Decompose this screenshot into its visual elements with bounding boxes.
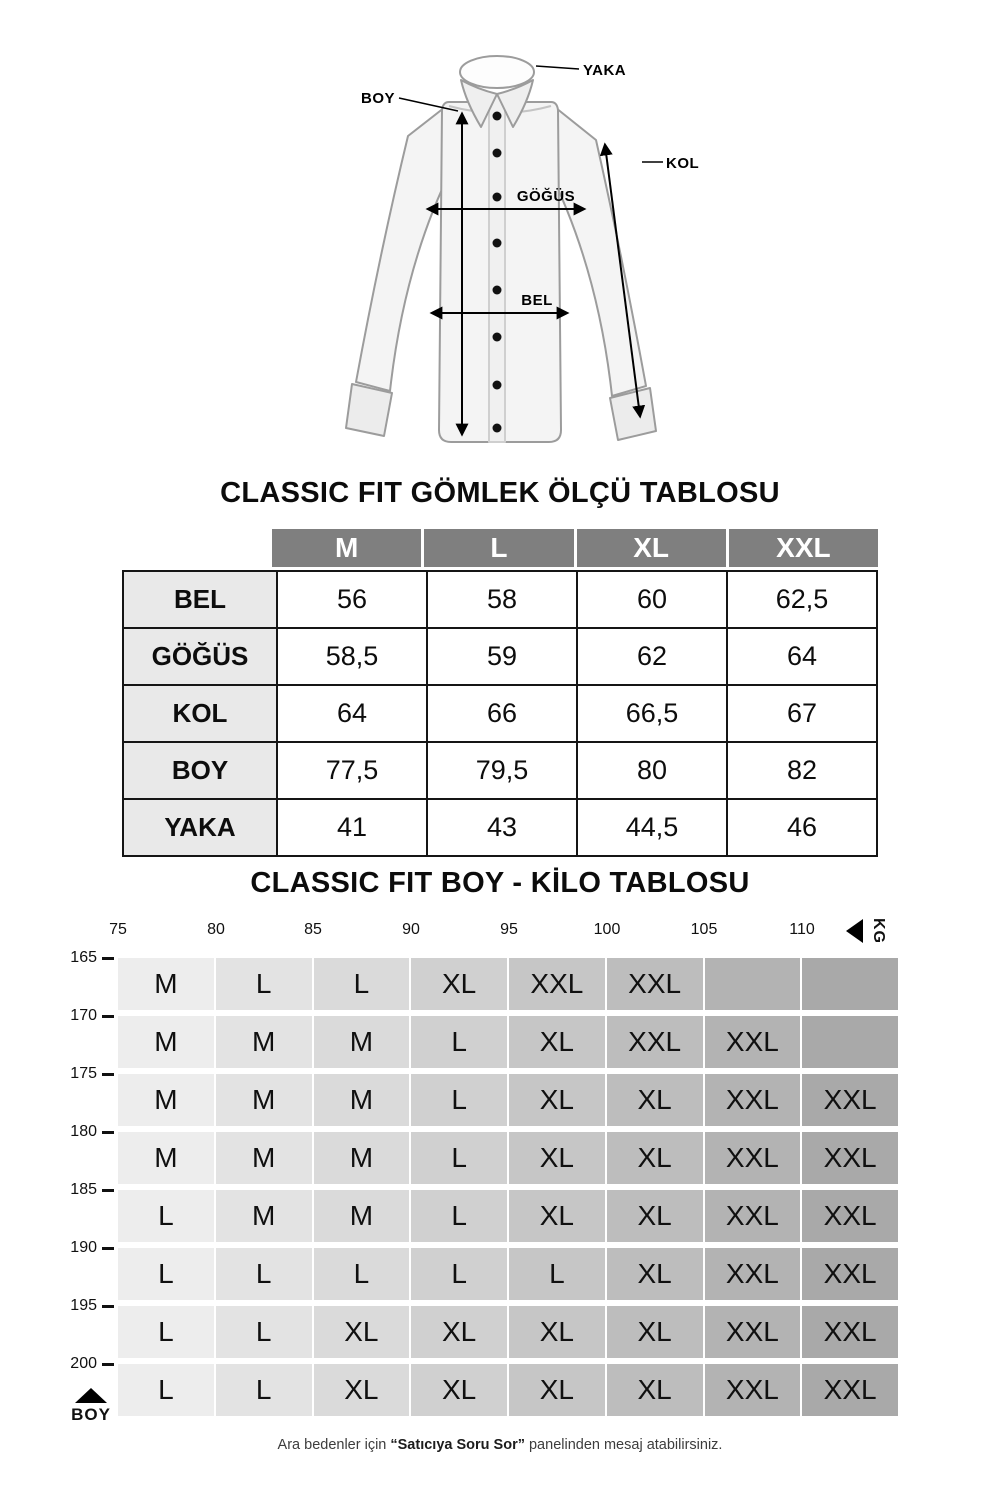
cell-value: 66,5 [577, 685, 727, 742]
boy-axis-legend [62, 1388, 120, 1425]
axis-tick [102, 1305, 114, 1308]
matrix-cell: XXL [705, 1074, 801, 1126]
axis-tick [102, 1015, 114, 1018]
matrix-cell: XXL [802, 1074, 898, 1126]
cell-value: 44,5 [577, 799, 727, 856]
footer-text-post: panelinden mesaj atabilirsiniz. [524, 1437, 723, 1453]
boy-axis-label [56, 949, 114, 967]
matrix-cell: M [216, 1132, 312, 1184]
cell-value: 64 [277, 685, 427, 742]
matrix-cell: XL [314, 1306, 410, 1358]
cell-value: 66 [427, 685, 577, 742]
matrix-cell: L [216, 1306, 312, 1358]
cell-value: 80 [577, 742, 727, 799]
matrix-cell: M [216, 1190, 312, 1242]
yaka-label-connector [536, 66, 579, 69]
diagram-label-gogus: GÖĞÜS [516, 188, 576, 205]
matrix-cell: L [314, 1248, 410, 1300]
size-table-title: CLASSIC FIT GÖMLEK ÖLÇÜ TABLOSU [220, 477, 780, 509]
cell-value: 82 [727, 742, 877, 799]
matrix-cell: L [118, 1364, 214, 1416]
matrix-cell: M [118, 1132, 214, 1184]
table-row-bel [123, 571, 877, 628]
shirt-placket [489, 94, 505, 442]
matrix-cell: XL [607, 1074, 703, 1126]
matrix-cell: M [314, 1190, 410, 1242]
boy-arrow-icon [75, 1388, 107, 1403]
table-row-boy [123, 742, 877, 799]
matrix-cell [705, 958, 801, 1010]
boy-axis-value: 190 [70, 1239, 97, 1256]
cell-value: 56 [277, 571, 427, 628]
size-table [122, 570, 878, 857]
axis-tick [102, 1247, 114, 1250]
height-weight-matrix [118, 958, 898, 1416]
boy-axis-value: 165 [70, 949, 97, 966]
boy-axis-value: 180 [70, 1123, 97, 1140]
matrix-cell: L [411, 1248, 507, 1300]
diagram-label-bel: BEL [521, 292, 553, 309]
boy-axis-title: BOY [71, 1405, 111, 1424]
row-label: BEL [123, 571, 277, 628]
boy-axis-value: 200 [70, 1355, 97, 1372]
matrix-cell: XL [509, 1074, 605, 1126]
cell-value: 60 [577, 571, 727, 628]
matrix-cell: XL [607, 1306, 703, 1358]
matrix-cell: M [118, 958, 214, 1010]
matrix-cell: L [118, 1190, 214, 1242]
kg-axis-label: 75 [109, 921, 127, 938]
shirt-measurement-diagram [0, 0, 1000, 470]
boy-axis-label [56, 1123, 114, 1141]
boy-axis-label [56, 1181, 114, 1199]
matrix-cell: L [411, 1074, 507, 1126]
cell-value: 77,5 [277, 742, 427, 799]
cell-value: 46 [727, 799, 877, 856]
matrix-cell: XL [411, 958, 507, 1010]
matrix-cell: XXL [705, 1132, 801, 1184]
matrix-cell: XL [509, 1364, 605, 1416]
size-column-xxl: XXL [729, 529, 878, 567]
matrix-cell [802, 1016, 898, 1068]
matrix-cell: L [216, 958, 312, 1010]
axis-tick [102, 1363, 114, 1366]
matrix-cell: M [216, 1074, 312, 1126]
matrix-cell: XXL [705, 1016, 801, 1068]
matrix-cell: XXL [802, 1306, 898, 1358]
kg-axis-legend [846, 916, 891, 946]
boy-axis-label [56, 1007, 114, 1025]
cell-value: 62,5 [727, 571, 877, 628]
table-row-yaka [123, 799, 877, 856]
diagram-label-boy: BOY [361, 90, 396, 107]
kg-axis-label: 90 [402, 921, 420, 938]
kg-axis-label: 85 [304, 921, 322, 938]
matrix-cell: XL [607, 1364, 703, 1416]
kg-axis-title: KG [870, 918, 887, 944]
matrix-cell: XXL [802, 1132, 898, 1184]
boy-axis-label [56, 1239, 114, 1257]
matrix-cell: M [314, 1016, 410, 1068]
cell-value: 43 [427, 799, 577, 856]
cell-value: 41 [277, 799, 427, 856]
matrix-cell: XL [607, 1132, 703, 1184]
matrix-cell: L [314, 958, 410, 1010]
axis-tick [102, 1189, 114, 1192]
table-row-gogus [123, 628, 877, 685]
matrix-cell: XXL [607, 1016, 703, 1068]
matrix-title: CLASSIC FIT BOY - KİLO TABLOSU [250, 867, 750, 899]
matrix-cell: XXL [705, 1364, 801, 1416]
table-row-kol [123, 685, 877, 742]
boy-axis-value: 170 [70, 1007, 97, 1024]
matrix-cell: M [314, 1132, 410, 1184]
matrix-cell: M [216, 1016, 312, 1068]
footer-note [0, 1437, 1000, 1453]
matrix-cell [802, 958, 898, 1010]
kg-axis-label: 105 [690, 921, 718, 938]
size-column-xl: XL [577, 529, 726, 567]
matrix-cell: XL [411, 1364, 507, 1416]
matrix-cell: M [118, 1016, 214, 1068]
cell-value: 58,5 [277, 628, 427, 685]
axis-tick [102, 957, 114, 960]
cell-value: 79,5 [427, 742, 577, 799]
matrix-cell: XXL [802, 1248, 898, 1300]
matrix-cell: XL [607, 1248, 703, 1300]
boy-axis-value: 175 [70, 1065, 97, 1082]
matrix-cell: L [411, 1016, 507, 1068]
matrix-cell: L [411, 1132, 507, 1184]
matrix-cell: XL [509, 1306, 605, 1358]
matrix-cell: XL [411, 1306, 507, 1358]
shirt-right-cuff [610, 388, 656, 440]
row-label: GÖĞÜS [123, 628, 277, 685]
kg-axis-label: 100 [593, 921, 621, 938]
matrix-cell: XXL [705, 1190, 801, 1242]
matrix-cell: XL [314, 1364, 410, 1416]
matrix-cell: M [118, 1074, 214, 1126]
kg-axis-label: 95 [500, 921, 518, 938]
shirt-left-sleeve [356, 104, 452, 391]
matrix-cell: L [118, 1248, 214, 1300]
matrix-cell: XL [509, 1190, 605, 1242]
boy-axis-label [56, 1355, 114, 1373]
cell-value: 62 [577, 628, 727, 685]
row-label: YAKA [123, 799, 277, 856]
cell-value: 67 [727, 685, 877, 742]
cell-value: 58 [427, 571, 577, 628]
size-column-l: L [424, 529, 573, 567]
footer-text-bold: “Satıcıya Soru Sor” [390, 1437, 525, 1453]
footer-text-pre: Ara bedenler için [277, 1437, 391, 1453]
boy-axis-label [56, 1065, 114, 1083]
cell-value: 59 [427, 628, 577, 685]
matrix-cell: L [509, 1248, 605, 1300]
boy-axis-value: 195 [70, 1297, 97, 1314]
matrix-cell: L [216, 1364, 312, 1416]
matrix-cell: XXL [802, 1190, 898, 1242]
size-column-m: M [272, 529, 421, 567]
matrix-cell: L [411, 1190, 507, 1242]
kg-axis-label: 80 [207, 921, 225, 938]
diagram-label-kol: KOL [666, 155, 700, 172]
boy-axis-value: 185 [70, 1181, 97, 1198]
shirt-left-cuff [346, 384, 392, 436]
matrix-cell: XXL [705, 1306, 801, 1358]
matrix-cell: XL [509, 1016, 605, 1068]
matrix-cell: M [314, 1074, 410, 1126]
shirt-collar-band [460, 56, 534, 88]
boy-axis-label [56, 1297, 114, 1315]
matrix-cell: XXL [607, 958, 703, 1010]
matrix-cell: XL [509, 1132, 605, 1184]
matrix-cell: XXL [705, 1248, 801, 1300]
axis-tick [102, 1131, 114, 1134]
kg-axis-label: 110 [789, 921, 815, 938]
kg-arrow-icon [846, 919, 863, 943]
axis-tick [102, 1073, 114, 1076]
row-label: BOY [123, 742, 277, 799]
matrix-cell: XL [607, 1190, 703, 1242]
cell-value: 64 [727, 628, 877, 685]
row-label: KOL [123, 685, 277, 742]
matrix-cell: XXL [509, 958, 605, 1010]
size-table-header [272, 529, 878, 567]
matrix-cell: L [216, 1248, 312, 1300]
matrix-cell: XXL [802, 1364, 898, 1416]
matrix-cell: L [118, 1306, 214, 1358]
diagram-label-yaka: YAKA [583, 62, 627, 79]
